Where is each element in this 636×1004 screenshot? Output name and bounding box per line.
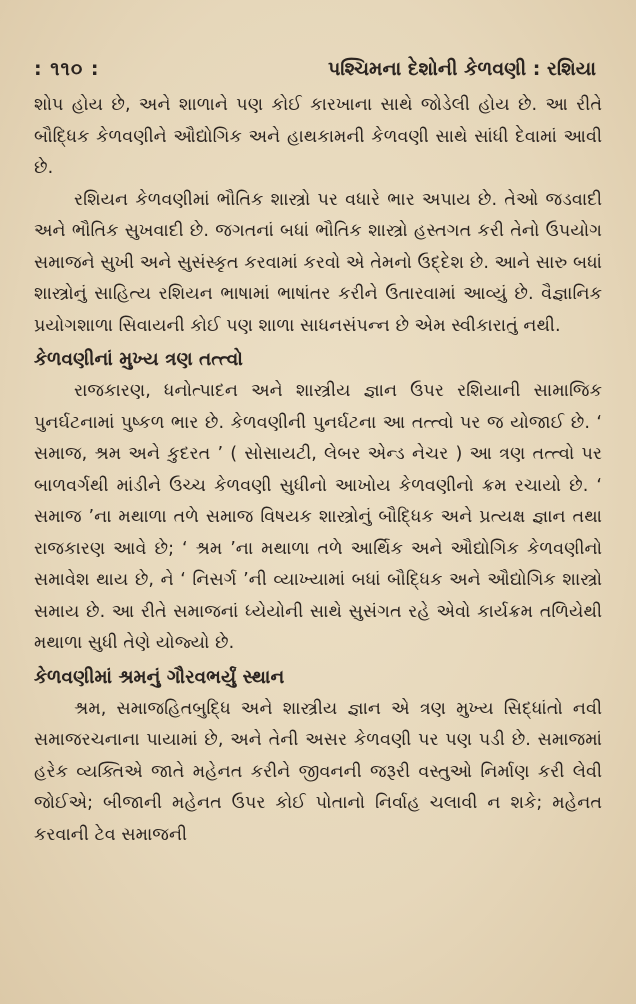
paragraph-labour-dignity: શ્રમ, સમાજહિતબુદ્ધિ અને શાસ્ત્રીય જ્ઞાન એ ત્રણ મુખ્ય સિદ્ધાંતો નવી સમાજરચનાના પાયામાં છે, અને તેની અસર કેળવણી પર પણ પડી છે. સમાજમાં હરેક વ્યક્તિએ જાતે મહેનત કરીને જીવનની જરૂરી વસ્તુઓ નિર્માણ કરી લેવી જોઈએ; બીજાની મહેનત ઉપર કોઈ પોતાનો નિર્વાહ ચલાવી ન શકે; મહેનત કરવાની ટેવ સમાજની bbox=[34, 698, 602, 845]
running-head: પશ્ચિમના દેશોની કેળવણી : રશિયા bbox=[327, 58, 596, 80]
paragraph-continuation: શોપ હોય છે, અને શાળાને પણ કોઈ કારખાના સાથે જોડેલી હોય છે. આ રીતે બૌદ્ધિક કેળવણીને ઔદ્યોગિક અને હાથકામની કેળવણી સાથે સાંધી દેવામાં આવી છે. bbox=[34, 95, 602, 178]
section-heading-three-elements: કેળવણીનાં મુખ્ય ત્રણ તત્ત્વો bbox=[34, 349, 243, 370]
paragraph-three-elements: રાજકારણ, ધનોત્પાદન અને શાસ્ત્રીય જ્ઞાન ઉપર રશિયાની સામાજિક પુનર્ઘટનામાં પુષ્કળ ભાર છે. કેળવણીની પુનર્ઘટના આ તત્ત્વો પર જ યોજાઈ છે. ‘ સમાજ, શ્રમ અને કુદરત ’ ( સોસાયટી, લેબર એન્ડ નેચર ) આ ત્રણ તત્ત્વો પર બાળવર્ગથી માંડીને ઉચ્ચ કેળવણી સુધીનો આખોય કેળવણીનો ક્રમ રચાયો છે. ‘ સમાજ ’ના મથાળા તળે સમાજ વિષયક શાસ્ત્રોનું બૌદ્ધિક અને પ્રત્યક્ષ જ્ઞાન તથા રાજકારણ આવે છે; ‘ શ્રમ ’ના મથાળા તળે આર્થિક અને ઔદ્યોગિક કેળવણીનો સમાવેશ થાય છે, ને ‘ નિસર્ગ ’ની વ્યાખ્યામાં બધાં બૌદ્ધિક અને ઔદ્યોગિક શાસ્ત્રો સમાય છે. આ રીતે સમાજનાં ધ્યેયોની સાથે સુસંગત રહે એવો કાર્યક્રમ તળિયેથી મથાળા સુધી તેણે યોજ્યો છે. bbox=[34, 381, 602, 653]
paragraph-physical-sciences: રશિયન કેળવણીમાં ભૌતિક શાસ્ત્રો પર વધારે ભાર અપાય છે. તેઓ જડવાદી અને ભૌતિક સુખવાદી છે. જગતનાં બધાં ભૌતિક શાસ્ત્રો હસ્તગત કરી તેનો ઉપયોગ સમાજને સુખી અને સુસંસ્કૃત કરવામાં કરવો એ તેમનો ઉદ્દેશ છે. આને સારુ બધાં શાસ્ત્રોનું સાહિત્ય રશિયન ભાષામાં ભાષાંતર કરીને ઉતારવામાં આવ્યું છે. વૈજ્ઞાનિક પ્રયોગશાળા સિવાયની કોઈ પણ શાળા સાધનસંપન્ન છે એમ સ્વીકારાતું નથી. bbox=[34, 189, 602, 336]
page-number: : ૧૧૦ : bbox=[34, 58, 100, 80]
section-heading-labour-dignity: કેળવણીમાં શ્રમનું ગૌરવભર્યું સ્થાન bbox=[34, 666, 285, 688]
page-header bbox=[34, 58, 602, 80]
